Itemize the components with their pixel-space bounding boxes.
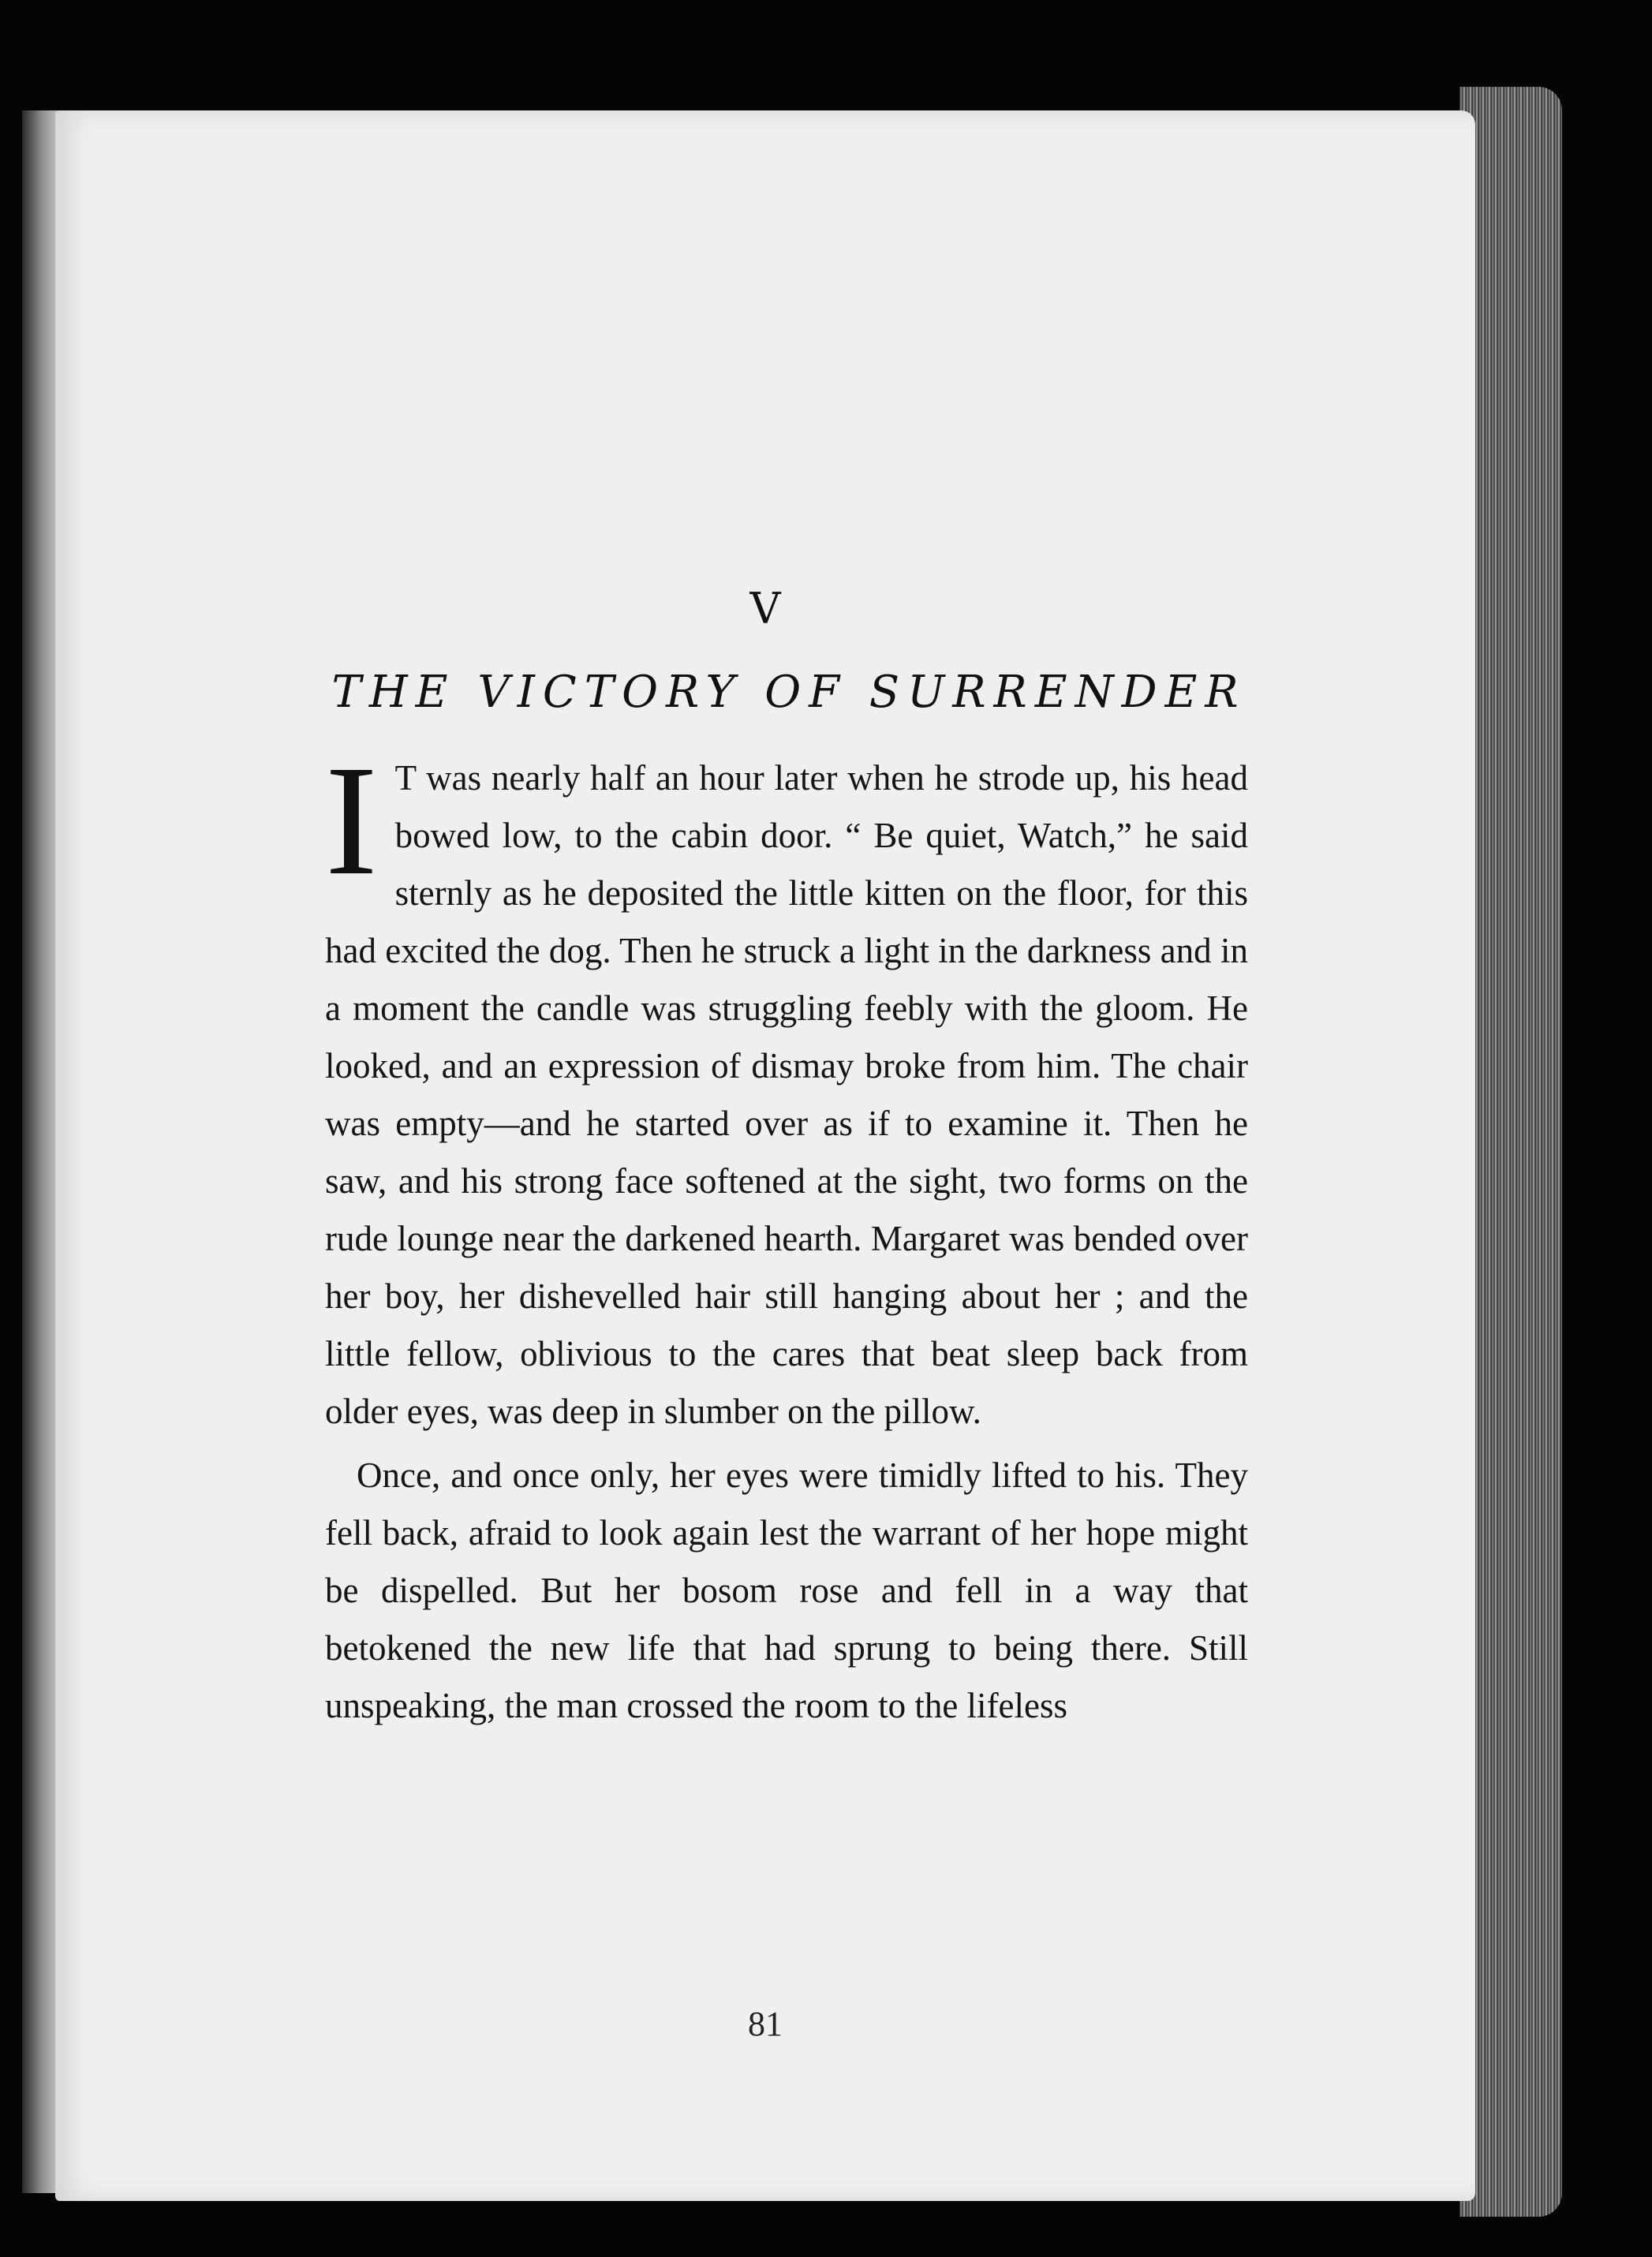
page-number: 81 bbox=[748, 2005, 783, 2043]
paragraph: Once, and once only, her eyes were timidly lifted to his. They fell back, afraid to look again lest the warrant of her hope might be dispelled. But her bosom rose and fell in a way that betokened the new life that had sprung to being there. Still unspeaking, the man crossed the room to the lifeless bbox=[325, 1455, 1248, 1725]
paragraph-text: T was nearly half an hour later when he strode up, his head bowed low, to the cabin door. “ Be quiet, Watch,” he said sternly as he deposited the little kitten on the floor, for this had excited the dog. Then he struck a light in the darkness and in a moment the candle was struggling feebly with the gloom. He looked, and an expression of dismay broke from him. The chair was empty—and he started over as if to examine it. Then he saw, and his strong face softened at the sight, two forms on the rude lounge near the darkened hearth. Margaret was bended over her boy, her dishevelled hair still hanging about her ; and the little fellow, oblivious to the cares that beat sleep back from older eyes, was deep in slumber on the pillow. bbox=[325, 758, 1248, 1431]
chapter-number: V bbox=[749, 584, 781, 633]
drop-cap: I bbox=[325, 734, 378, 908]
book-page bbox=[55, 110, 1475, 2201]
chapter-title: THE VICTORY OF SURRENDER bbox=[331, 667, 1246, 718]
body-text bbox=[325, 734, 1248, 1735]
paragraph bbox=[325, 734, 1248, 1441]
